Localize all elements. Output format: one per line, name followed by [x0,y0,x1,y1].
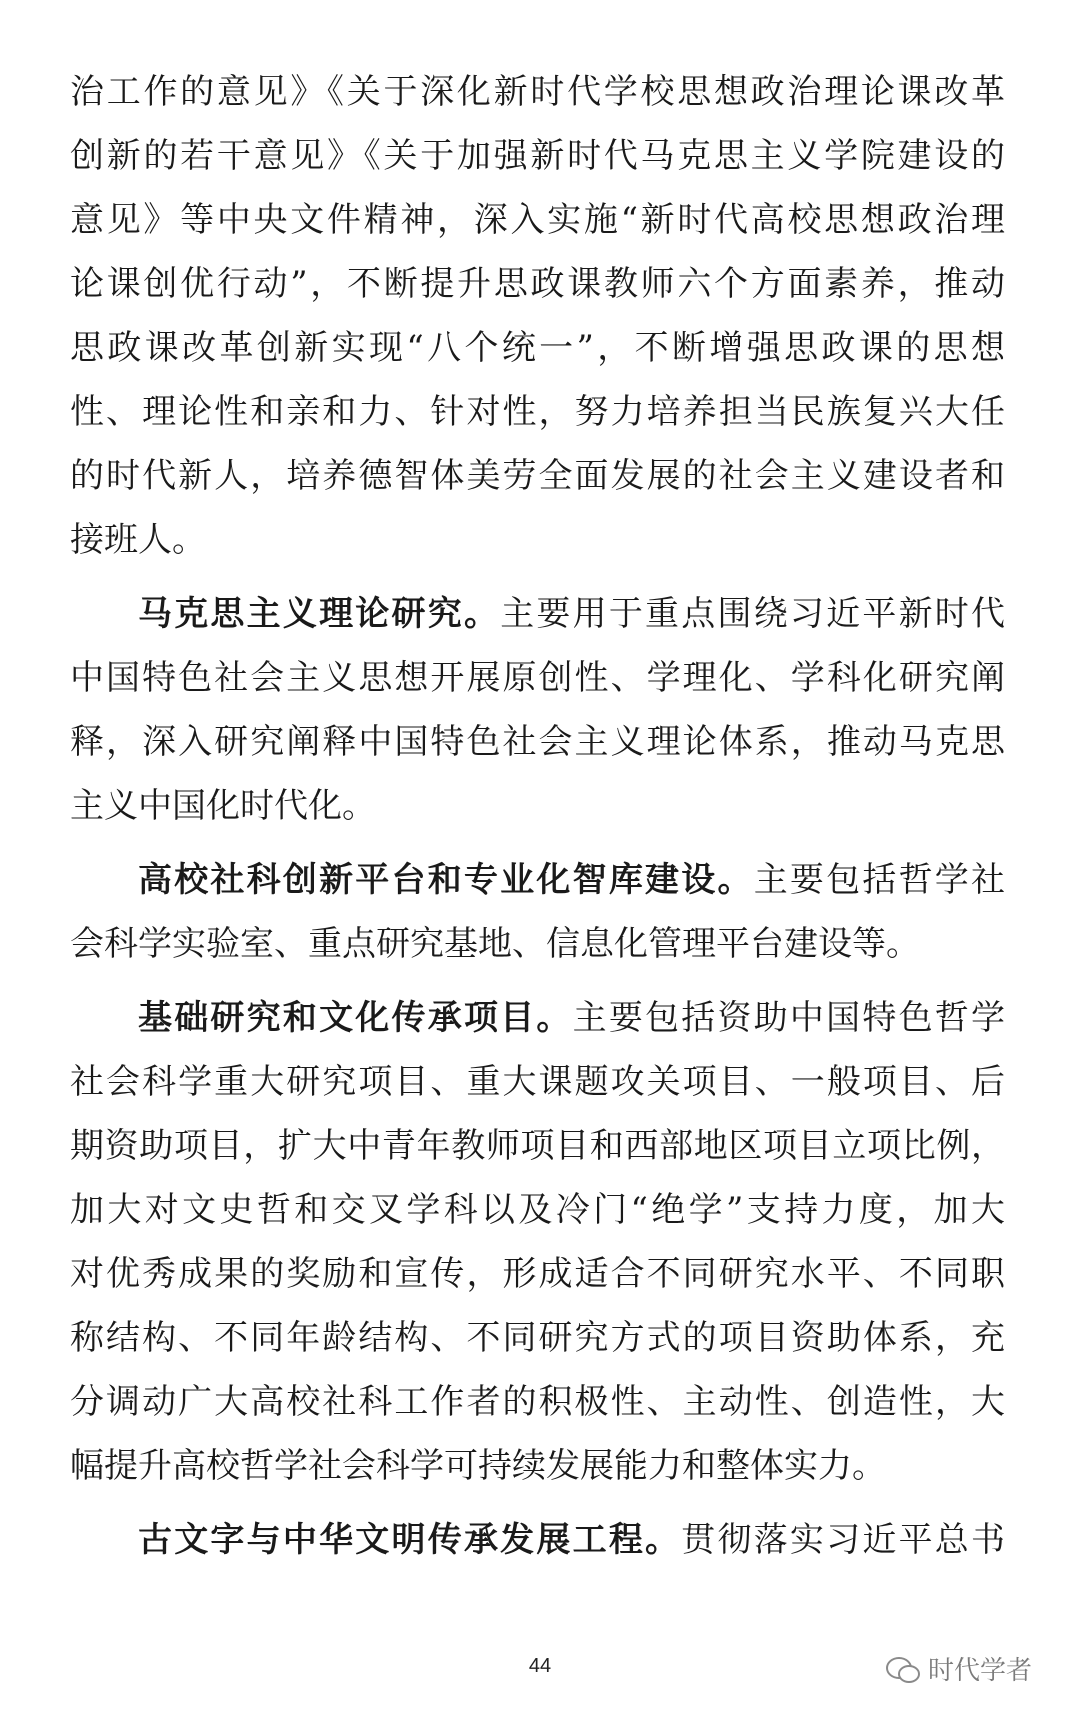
paragraph-heading-line [70,986,1005,1050]
watermark [886,1650,1032,1687]
line-text: 主要包括哲学社 [753,860,1005,900]
paragraph-heading-line [70,848,1005,912]
text-line [70,444,1005,508]
line-text: 意见》等中央文件精神，深入实施“新时代高校思想政治理 [70,200,1005,240]
bold-heading: 马克思主义理论研究。 [138,594,501,634]
line-text: 主要包括资助中国特色哲学 [572,998,1005,1038]
document-body [70,60,1005,1572]
line-text: 论课创优行动”，不断提升思政课教师六个方面素养，推动 [70,264,1005,304]
text-line [70,316,1005,380]
paragraph-gap [70,1498,1005,1508]
line-text: 加大对文史哲和交叉学科以及冷门“绝学”支持力度，加大 [70,1190,1005,1230]
line-text: 释，深入研究阐释中国特色社会主义理论体系，推动马克思 [70,722,1005,762]
line-text: 期资助项目，扩大中青年教师项目和西部地区项目立项比例， [70,1126,1005,1166]
text-line [70,774,1005,838]
line-text: 创新的若干意见》《关于加强新时代马克思主义学院建设的 [70,136,1005,176]
line-text: 分调动广大高校社科工作者的积极性、主动性、创造性，大 [70,1382,1005,1422]
wechat-icon [886,1655,920,1683]
text-line [70,1050,1005,1114]
paragraph-gap [70,838,1005,848]
text-line [70,60,1005,124]
page-number: 44 [528,1655,552,1677]
line-text: 主义中国化时代化。 [70,786,376,826]
line-text: 接班人。 [70,520,206,560]
text-line [70,124,1005,188]
paragraph-gap [70,976,1005,986]
line-text: 的时代新人，培养德智体美劳全面发展的社会主义建设者和 [70,456,1005,496]
line-text: 性、理论性和亲和力、针对性，努力培养担当民族复兴大任 [70,392,1005,432]
paragraph-gap [70,572,1005,582]
line-text: 称结构、不同年龄结构、不同研究方式的项目资助体系，充 [70,1318,1005,1358]
text-line [70,188,1005,252]
bold-heading: 古文字与中华文明传承发展工程。 [138,1520,682,1560]
line-text: 会科学实验室、重点研究基地、信息化管理平台建设等。 [70,924,920,964]
text-line [70,1114,1005,1178]
paragraph-heading-line [70,1508,1005,1572]
line-text: 幅提升高校哲学社会科学可持续发展能力和整体实力。 [70,1446,886,1486]
text-line [70,710,1005,774]
text-line [70,1370,1005,1434]
text-line [70,1242,1005,1306]
line-text: 对优秀成果的奖励和宣传，形成适合不同研究水平、不同职 [70,1254,1005,1294]
line-text: 思政课改革创新实现“八个统一”，不断增强思政课的思想 [70,328,1005,368]
text-line [70,1178,1005,1242]
bold-heading: 高校社科创新平台和专业化智库建设。 [138,860,754,900]
text-line [70,380,1005,444]
line-text: 主要用于重点围绕习近平新时代 [500,594,1005,634]
text-line [70,1306,1005,1370]
text-line [70,912,1005,976]
watermark-text: 时代学者 [927,1656,1032,1686]
paragraph-heading-line [70,582,1005,646]
text-line [70,646,1005,710]
line-text: 中国特色社会主义思想开展原创性、学理化、学科化研究阐 [70,658,1005,698]
line-text: 贯彻落实习近平总书 [681,1520,1005,1560]
bold-heading: 基础研究和文化传承项目。 [138,998,573,1038]
text-line [70,252,1005,316]
line-text: 治工作的意见》《关于深化新时代学校思想政治理论课改革 [70,72,1005,112]
line-text: 社会科学重大研究项目、重大课题攻关项目、一般项目、后 [70,1062,1005,1102]
text-line [70,508,1005,572]
text-line [70,1434,1005,1498]
